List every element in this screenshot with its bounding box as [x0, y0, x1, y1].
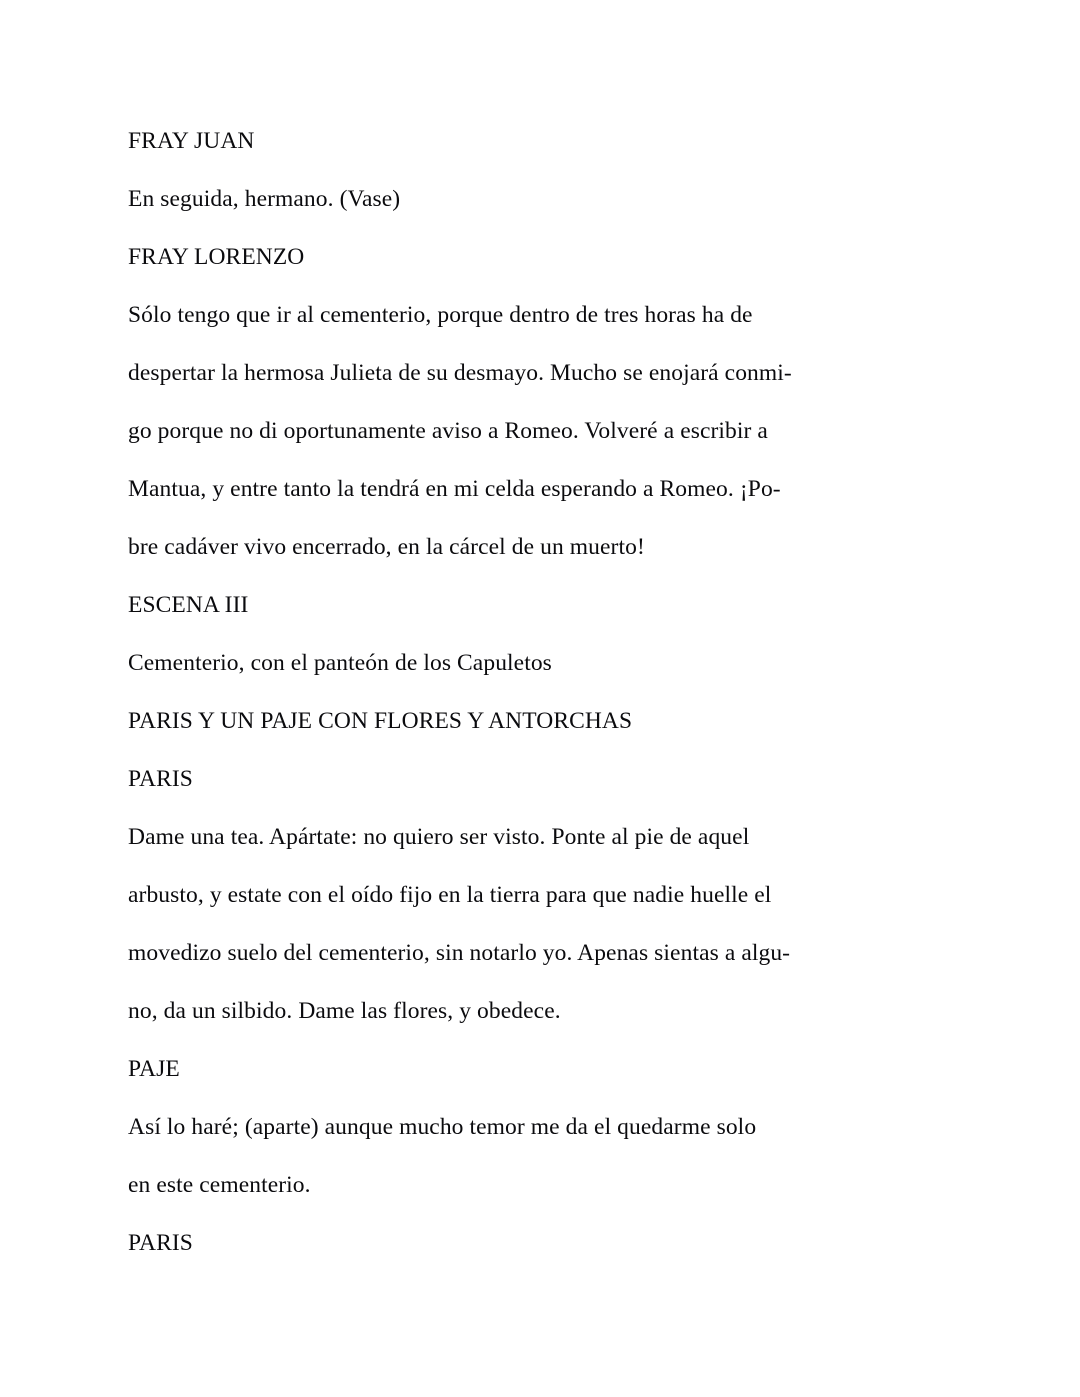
dialogue-line: Sólo tengo que ir al cementerio, porque dentro de tres horas ha de [128, 302, 753, 328]
dialogue-line: movedizo suelo del cementerio, sin notarlo yo. Apenas sientas a algu- [128, 940, 791, 966]
dialogue-line: en este cementerio. [128, 1172, 311, 1198]
speaker-heading: PARIS [128, 1230, 193, 1256]
dialogue-line: bre cadáver vivo encerrado, en la cárcel de un muerto! [128, 534, 645, 560]
speaker-heading: FRAY LORENZO [128, 244, 305, 270]
dialogue-line: despertar la hermosa Julieta de su desmayo. Mucho se enojará conmi- [128, 360, 792, 386]
scene-heading: ESCENA III [128, 592, 249, 618]
text-block [128, 112, 960, 1272]
scene-description: Cementerio, con el panteón de los Capuletos [128, 650, 552, 676]
speaker-heading: PAJE [128, 1056, 180, 1082]
dialogue-line: Dame una tea. Apártate: no quiero ser visto. Ponte al pie de aquel [128, 824, 750, 850]
dialogue-line: go porque no di oportunamente aviso a Romeo. Volveré a escribir a [128, 418, 768, 444]
dialogue-line: Mantua, y entre tanto la tendrá en mi celda esperando a Romeo. ¡Po- [128, 476, 781, 502]
dialogue-line: Así lo haré; (aparte) aunque mucho temor me da el quedarme solo [128, 1114, 757, 1140]
dialogue-line: arbusto, y estate con el oído fijo en la tierra para que nadie huelle el [128, 882, 772, 908]
speaker-heading: FRAY JUAN [128, 128, 255, 154]
speaker-heading: PARIS [128, 766, 193, 792]
dialogue-line: En seguida, hermano. (Vase) [128, 186, 401, 212]
stage-direction: PARIS Y UN PAJE CON FLORES Y ANTORCHAS [128, 708, 633, 734]
dialogue-line: no, da un silbido. Dame las flores, y obedece. [128, 998, 561, 1024]
